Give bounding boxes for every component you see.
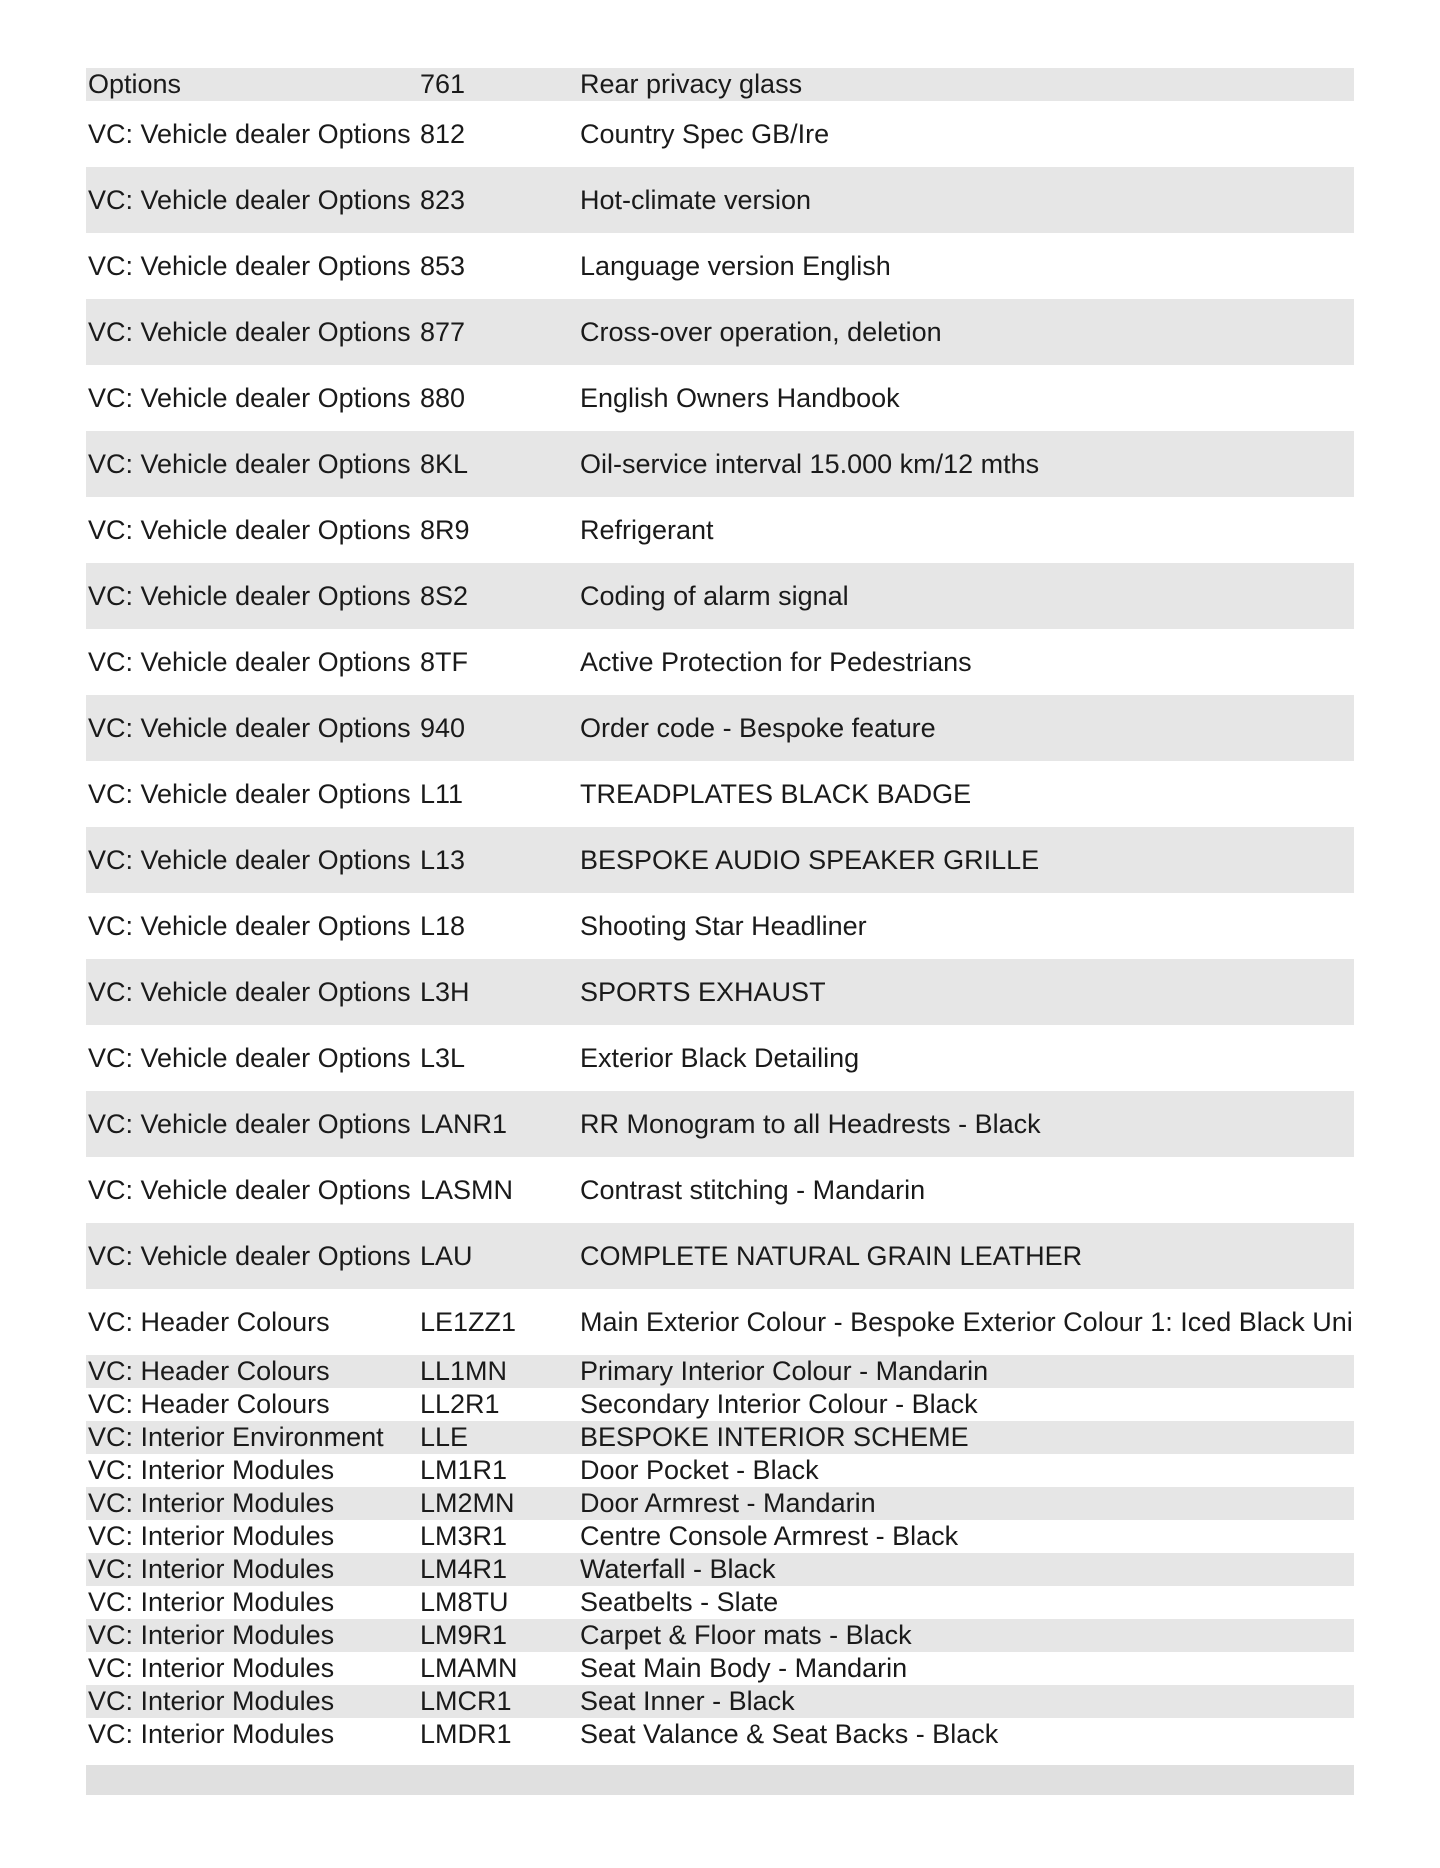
category-cell: VC: Vehicle dealer Options: [86, 431, 418, 497]
code-cell: LM2MN: [418, 1487, 578, 1520]
code-cell: LLE: [418, 1421, 578, 1454]
category-cell: VC: Vehicle dealer Options: [86, 101, 418, 167]
description-cell: Seat Inner - Black: [578, 1685, 1354, 1718]
description-cell: Refrigerant: [578, 497, 1354, 563]
description-cell: BESPOKE INTERIOR SCHEME: [578, 1421, 1354, 1454]
table-row: [86, 1421, 1354, 1454]
table-row: [86, 68, 1354, 101]
table-row: [86, 629, 1354, 695]
code-cell: 812: [418, 101, 578, 167]
category-cell: VC: Interior Modules: [86, 1652, 418, 1685]
code-cell: LMDR1: [418, 1718, 578, 1751]
code-cell: 761: [418, 68, 578, 101]
table-spacer: [86, 1751, 1354, 1765]
code-cell: L18: [418, 893, 578, 959]
description-cell: COMPLETE NATURAL GRAIN LEATHER: [578, 1223, 1354, 1289]
category-cell: VC: Vehicle dealer Options: [86, 563, 418, 629]
category-cell: Options: [86, 68, 418, 101]
category-cell: VC: Vehicle dealer Options: [86, 1223, 418, 1289]
category-cell: VC: Header Colours: [86, 1355, 418, 1388]
code-cell: 823: [418, 167, 578, 233]
description-cell: Door Pocket - Black: [578, 1454, 1354, 1487]
description-cell: Hot-climate version: [578, 167, 1354, 233]
table-row: [86, 893, 1354, 959]
description-cell: Cross-over operation, deletion: [578, 299, 1354, 365]
category-cell: VC: Vehicle dealer Options: [86, 695, 418, 761]
code-cell: LAU: [418, 1223, 578, 1289]
code-cell: LM4R1: [418, 1553, 578, 1586]
code-cell: LM9R1: [418, 1619, 578, 1652]
description-cell: Contrast stitching - Mandarin: [578, 1157, 1354, 1223]
code-cell: LM1R1: [418, 1454, 578, 1487]
description-cell: Seat Valance & Seat Backs - Black: [578, 1718, 1354, 1751]
options-table: [86, 68, 1354, 1795]
category-cell: VC: Vehicle dealer Options: [86, 365, 418, 431]
description-cell: RR Monogram to all Headrests - Black: [578, 1091, 1354, 1157]
table-row: [86, 1586, 1354, 1619]
category-cell: VC: Vehicle dealer Options: [86, 629, 418, 695]
table-row: [86, 1025, 1354, 1091]
table-row: [86, 497, 1354, 563]
description-cell: Seatbelts - Slate: [578, 1586, 1354, 1619]
description-cell: Seat Main Body - Mandarin: [578, 1652, 1354, 1685]
description-cell: Oil-service interval 15.000 km/12 mths: [578, 431, 1354, 497]
category-cell: VC: Header Colours: [86, 1388, 418, 1421]
code-cell: L11: [418, 761, 578, 827]
description-cell: BESPOKE AUDIO SPEAKER GRILLE: [578, 827, 1354, 893]
code-cell: 880: [418, 365, 578, 431]
description-cell: Rear privacy glass: [578, 68, 1354, 101]
code-cell: LANR1: [418, 1091, 578, 1157]
description-cell: Exterior Black Detailing: [578, 1025, 1354, 1091]
category-cell: VC: Vehicle dealer Options: [86, 1157, 418, 1223]
table-row: [86, 1619, 1354, 1652]
table-row: [86, 959, 1354, 1025]
category-cell: VC: Vehicle dealer Options: [86, 893, 418, 959]
table-row: [86, 1157, 1354, 1223]
code-cell: 8R9: [418, 497, 578, 563]
description-cell: Door Armrest - Mandarin: [578, 1487, 1354, 1520]
table-row: [86, 1223, 1354, 1289]
description-cell: Waterfall - Black: [578, 1553, 1354, 1586]
description-cell: Language version English: [578, 233, 1354, 299]
code-cell: 877: [418, 299, 578, 365]
description-cell: Centre Console Armrest - Black: [578, 1520, 1354, 1553]
table-row: [86, 695, 1354, 761]
description-cell: Shooting Star Headliner: [578, 893, 1354, 959]
category-cell: VC: Vehicle dealer Options: [86, 299, 418, 365]
code-cell: LMCR1: [418, 1685, 578, 1718]
table-row: [86, 827, 1354, 893]
description-cell: Coding of alarm signal: [578, 563, 1354, 629]
code-cell: LE1ZZ1: [418, 1289, 578, 1355]
category-cell: VC: Interior Modules: [86, 1553, 418, 1586]
code-cell: 853: [418, 233, 578, 299]
table-row: [86, 563, 1354, 629]
category-cell: VC: Vehicle dealer Options: [86, 827, 418, 893]
code-cell: LM3R1: [418, 1520, 578, 1553]
category-cell: VC: Interior Modules: [86, 1487, 418, 1520]
description-cell: Primary Interior Colour - Mandarin: [578, 1355, 1354, 1388]
table-row: [86, 299, 1354, 365]
table-row: [86, 1553, 1354, 1586]
category-cell: VC: Interior Modules: [86, 1454, 418, 1487]
category-cell: VC: Vehicle dealer Options: [86, 233, 418, 299]
category-cell: VC: Interior Modules: [86, 1718, 418, 1751]
code-cell: LASMN: [418, 1157, 578, 1223]
options-sheet: [86, 68, 1354, 1795]
code-cell: L3H: [418, 959, 578, 1025]
description-cell: Order code - Bespoke feature: [578, 695, 1354, 761]
description-cell: SPORTS EXHAUST: [578, 959, 1354, 1025]
category-cell: VC: Interior Modules: [86, 1685, 418, 1718]
table-row: [86, 365, 1354, 431]
table-row: [86, 167, 1354, 233]
category-cell: VC: Vehicle dealer Options: [86, 497, 418, 563]
description-cell: TREADPLATES BLACK BADGE: [578, 761, 1354, 827]
category-cell: VC: Interior Environment: [86, 1421, 418, 1454]
table-row: [86, 233, 1354, 299]
code-cell: LL1MN: [418, 1355, 578, 1388]
category-cell: VC: Interior Modules: [86, 1520, 418, 1553]
description-cell: English Owners Handbook: [578, 365, 1354, 431]
code-cell: 940: [418, 695, 578, 761]
category-cell: VC: Interior Modules: [86, 1586, 418, 1619]
table-row: [86, 1454, 1354, 1487]
category-cell: VC: Vehicle dealer Options: [86, 167, 418, 233]
category-cell: VC: Interior Modules: [86, 1619, 418, 1652]
table-row: [86, 1487, 1354, 1520]
description-cell: Active Protection for Pedestrians: [578, 629, 1354, 695]
category-cell: VC: Vehicle dealer Options: [86, 1025, 418, 1091]
table-row: [86, 1520, 1354, 1553]
code-cell: L13: [418, 827, 578, 893]
table-footer-band: [86, 1765, 1354, 1795]
table-row: [86, 1388, 1354, 1421]
code-cell: LM8TU: [418, 1586, 578, 1619]
category-cell: VC: Vehicle dealer Options: [86, 959, 418, 1025]
code-cell: L3L: [418, 1025, 578, 1091]
code-cell: LMAMN: [418, 1652, 578, 1685]
description-cell: Secondary Interior Colour - Black: [578, 1388, 1354, 1421]
category-cell: VC: Vehicle dealer Options: [86, 761, 418, 827]
table-row: [86, 1355, 1354, 1388]
table-row: [86, 1652, 1354, 1685]
category-cell: VC: Vehicle dealer Options: [86, 1091, 418, 1157]
table-row: [86, 761, 1354, 827]
code-cell: 8KL: [418, 431, 578, 497]
table-row: [86, 1091, 1354, 1157]
table-row: [86, 101, 1354, 167]
table-row: [86, 1685, 1354, 1718]
description-cell: Country Spec GB/Ire: [578, 101, 1354, 167]
code-cell: LL2R1: [418, 1388, 578, 1421]
table-row: [86, 1718, 1354, 1751]
table-row: [86, 1289, 1354, 1355]
category-cell: VC: Header Colours: [86, 1289, 418, 1355]
description-cell: Main Exterior Colour - Bespoke Exterior Colour 1: Iced Black Uni: [578, 1289, 1354, 1355]
code-cell: 8TF: [418, 629, 578, 695]
code-cell: 8S2: [418, 563, 578, 629]
description-cell: Carpet & Floor mats - Black: [578, 1619, 1354, 1652]
table-row: [86, 431, 1354, 497]
